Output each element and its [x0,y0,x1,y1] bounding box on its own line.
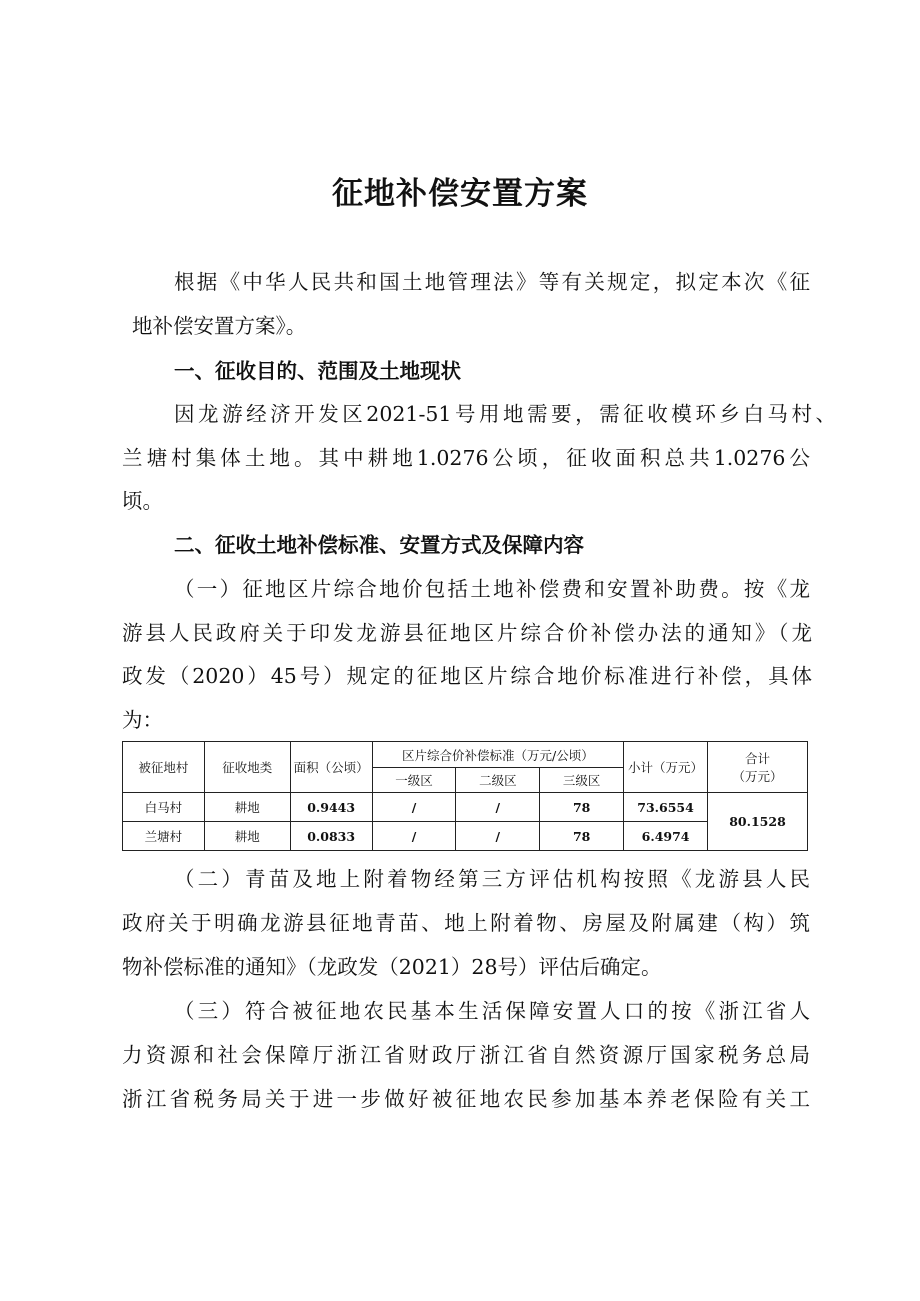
cell-level-3: 78 [540,793,624,822]
header-subtotal: 小计（万元） [624,742,708,793]
section-1-line-2: 兰塘村集体土地。其中耕地1.0276公顷，征收面积总共1.0276公 [122,446,810,470]
para-1-line-1: （一）征地区片综合地价包括土地补偿费和安置补助费。按《龙 [174,577,810,601]
cell-level-1: / [372,822,456,851]
para-2-line-3: 物补偿标准的通知》（龙政发（2021）28号）评估后确定。 [122,955,662,979]
cell-village: 白马村 [123,793,205,822]
para-2-line-1: （二）青苗及地上附着物经第三方评估机构按照《龙游县人民 [174,867,810,891]
cell-village: 兰塘村 [123,822,205,851]
header-standard: 区片综合价补偿标准（万元/公顷） [372,742,624,768]
cell-subtotal: 73.6554 [624,793,708,822]
document-title: 征地补偿安置方案 [332,176,588,212]
header-total [708,742,808,793]
para-1-line-2: 游县人民政府关于印发龙游县征地区片综合价补偿办法的通知》（龙 [122,621,812,645]
cell-subtotal: 6.4974 [624,822,708,851]
cell-area: 0.0833 [290,822,372,851]
cell-land-type: 耕地 [204,793,290,822]
section-2-heading: 二、征收土地补偿标准、安置方式及保障内容 [174,533,584,557]
intro-line-2: 地补偿安置方案》。 [132,314,307,338]
para-1-line-4: 为： [122,708,163,732]
cell-level-2: / [456,822,540,851]
cell-land-type: 耕地 [204,822,290,851]
header-area: 面积（公顷） [290,742,372,793]
cell-area: 0.9443 [290,793,372,822]
header-level-3: 三级区 [540,768,624,793]
header-total-line-1: 合计 [745,751,771,766]
header-total-line-2: （万元） [732,769,783,784]
para-3-line-1: （三）符合被征地农民基本生活保障安置人口的按《浙江省人 [174,999,810,1023]
intro-line-1: 根据《中华人民共和国土地管理法》等有关规定，拟定本次《征 [174,270,810,294]
cell-level-1: / [372,793,456,822]
para-3-line-2: 力资源和社会保障厅浙江省财政厅浙江省自然资源厅国家税务总局 [122,1043,810,1067]
cell-level-2: / [456,793,540,822]
section-1-line-3: 顷。 [122,489,163,513]
cell-level-3: 78 [540,822,624,851]
header-level-1: 一级区 [372,768,456,793]
compensation-table [122,741,808,851]
header-land-type: 征收地类 [204,742,290,793]
para-2-line-2: 政府关于明确龙游县征地青苗、地上附着物、房屋及附属建（构）筑 [122,911,810,935]
table-row [123,793,808,822]
table-row [123,822,808,851]
section-1-heading: 一、征收目的、范围及土地现状 [174,359,461,383]
header-level-2: 二级区 [456,768,540,793]
section-1-line-1: 因龙游经济开发区2021-51号用地需要，需征收模环乡白马村、 [174,402,836,426]
header-village: 被征地村 [123,742,205,793]
cell-total: 80.1528 [708,793,808,851]
para-1-line-3: 政发（2020）45号）规定的征地区片综合地价标准进行补偿，具体 [122,664,812,688]
para-3-line-3: 浙江省税务局关于进一步做好被征地农民参加基本养老保险有关工 [122,1087,810,1111]
